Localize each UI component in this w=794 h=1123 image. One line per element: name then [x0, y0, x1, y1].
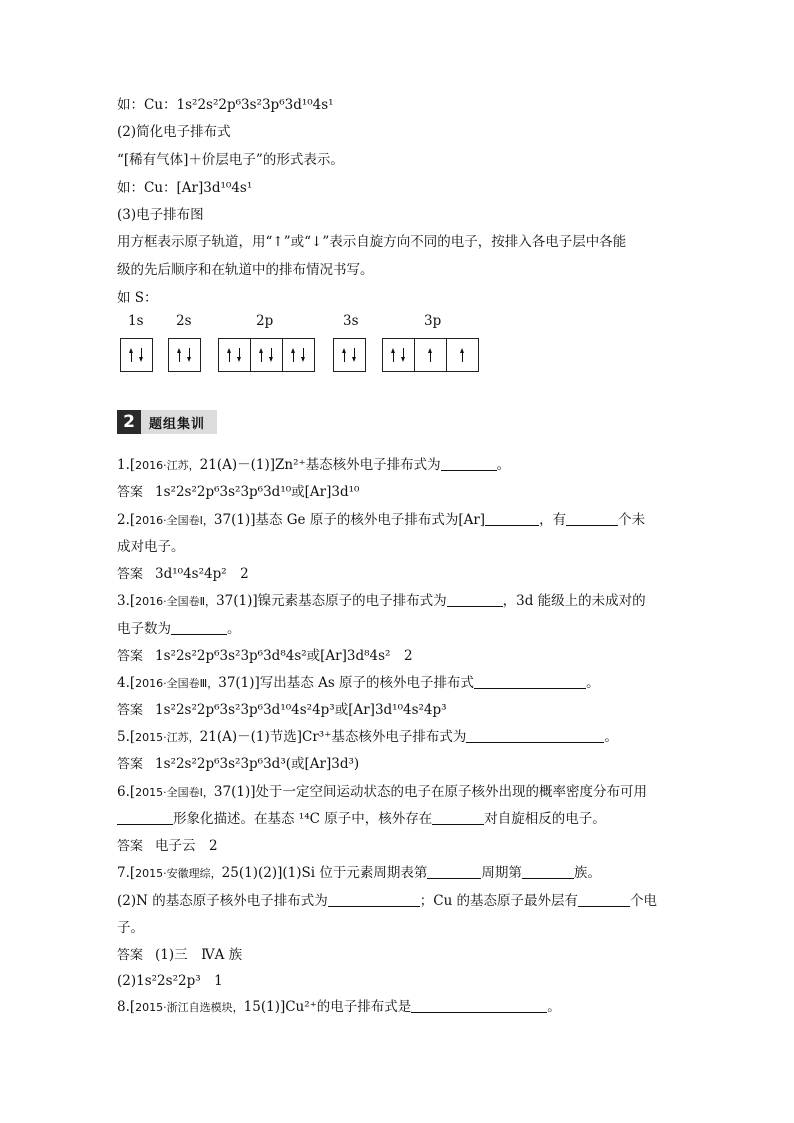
orbital-cell	[283, 339, 314, 371]
answer-blank[interactable]	[466, 730, 604, 743]
question-text: 25(1)(2)](1)Si 位于元素周期表第	[221, 865, 428, 881]
orbital-cell	[447, 339, 478, 371]
orbital-cell	[121, 339, 152, 371]
section-number: 2	[117, 410, 141, 434]
orbital-label-2s: 2s	[176, 313, 192, 329]
spin-up-arrow-icon	[177, 348, 183, 362]
question-3	[117, 592, 646, 611]
simplified-config-rule: “[稀有气体]＋价层电子”的形式表示。	[117, 152, 344, 168]
section-header	[117, 410, 217, 434]
question-8	[117, 998, 561, 1017]
question-text: 37(1)]处于一定空间运动状态的电子在原子核外出现的概率密度分布可用	[213, 784, 647, 800]
question-7-line-2	[117, 892, 657, 910]
question-punct: 。	[496, 457, 511, 473]
orbital-cell	[334, 339, 365, 371]
example-s-label: 如 S：	[117, 290, 158, 306]
question-4	[117, 674, 600, 693]
question-text: 21(A)－(1)]Zn²⁺基态核外电子排布式为	[199, 457, 441, 473]
orbital-cell	[383, 339, 415, 371]
spin-up-arrow-icon	[291, 348, 297, 362]
question-punct: 。	[547, 999, 561, 1015]
question-punct: 族。	[573, 865, 601, 881]
example-prefix: 如：Cu：	[117, 97, 177, 113]
example-cu-full	[117, 96, 334, 114]
question-3-line-2	[117, 620, 241, 638]
question-text: 个电	[630, 893, 658, 909]
spin-up-arrow-icon	[391, 348, 397, 362]
question-text: 37(1)]镍元素基态原子的电子排布式为	[216, 593, 447, 609]
spin-up-arrow-icon	[460, 348, 466, 362]
answer-label: 答案	[117, 649, 144, 664]
cu-config-full: 1s²2s²2p⁶3s²3p⁶3d¹⁰4s¹	[176, 97, 334, 113]
answer-label: 答案	[117, 839, 144, 854]
answer-6	[117, 837, 218, 856]
answer-text: 1s²2s²2p⁶3s²3p⁶3d⁸4s²或[Ar]3d⁸4s² 2	[155, 648, 413, 664]
question-text: 21(A)－(1)节选]Cr³⁺基态核外电子排布式为	[199, 729, 467, 745]
answer-text: 3d¹⁰4s²4p² 2	[155, 566, 249, 582]
answer-blank[interactable]	[485, 513, 539, 526]
answer-blank[interactable]	[474, 676, 586, 689]
question-source: 2015·浙江自选模块，	[135, 1001, 244, 1014]
question-6-line-2	[117, 810, 606, 828]
answer-2	[117, 565, 249, 584]
question-text: 电子数为	[117, 621, 171, 637]
question-source: 2016·全国卷Ⅲ，	[135, 677, 219, 690]
answer-1	[117, 483, 359, 502]
answer-7-part-2: (2)1s²2s²2p³ 1	[117, 973, 223, 989]
example-prefix: 如：Cu：	[117, 180, 177, 196]
orbital-box-1s	[120, 338, 153, 372]
question-text: 周期第	[481, 865, 522, 881]
answer-text: 1s²2s²2p⁶3s²3p⁶3d¹⁰4s²4p³或[Ar]3d¹⁰4s²4p³	[155, 702, 447, 718]
orbital-diagram-rule-1: 用方框表示原子轨道，用“↑”或“↓”表示自旋方向不同的电子，按排入各电子层中各能	[117, 234, 627, 250]
question-source: 2015·江苏，	[135, 731, 200, 744]
answer-text: 电子云 2	[155, 838, 218, 854]
answer-label: 答案	[117, 757, 144, 772]
question-number: 7.[	[117, 865, 136, 881]
spin-down-arrow-icon	[301, 348, 307, 362]
question-text: ；Cu 的基态原子最外层有	[419, 893, 579, 909]
question-7-line-3: 子。	[117, 920, 144, 936]
spin-up-arrow-icon	[227, 348, 233, 362]
answer-blank[interactable]	[171, 622, 227, 635]
spin-down-arrow-icon	[237, 348, 243, 362]
orbital-label-3p: 3p	[424, 313, 442, 329]
answer-blank[interactable]	[566, 513, 618, 526]
spin-up-arrow-icon	[129, 348, 135, 362]
answer-label: 答案	[117, 567, 144, 582]
question-text: ，3d 能级上的未成对的	[502, 593, 646, 609]
orbital-box-3p	[382, 338, 479, 372]
answer-text: 1s²2s²2p⁶3s²3p⁶3d³(或[Ar]3d³)	[155, 756, 360, 772]
question-number: 5.[	[117, 729, 136, 745]
orbital-cell	[415, 339, 447, 371]
heading-simplified-config: (2)简化电子排布式	[117, 124, 231, 140]
question-text: 15(1)]Cu²⁺的电子排布式是	[243, 999, 412, 1015]
answer-blank[interactable]	[578, 894, 630, 907]
answer-label: 答案	[117, 948, 144, 963]
question-punct: 。	[604, 729, 618, 745]
spin-down-arrow-icon	[401, 348, 407, 362]
heading-orbital-diagram: (3)电子排布图	[117, 207, 204, 223]
spin-down-arrow-icon	[187, 348, 193, 362]
question-source: 2016·全国卷Ⅱ，	[135, 595, 217, 608]
answer-blank[interactable]	[328, 894, 420, 907]
answer-7	[117, 946, 242, 965]
question-punct: 。	[227, 621, 241, 637]
orbital-cell	[251, 339, 283, 371]
spin-down-arrow-icon	[352, 348, 358, 362]
answer-5	[117, 755, 359, 774]
question-number: 1.[	[117, 457, 136, 473]
orbital-box-2s	[168, 338, 201, 372]
question-number: 4.[	[117, 675, 136, 691]
question-text: 形象化描述。在基态 ¹⁴C 原子中，核外存在	[173, 811, 433, 827]
question-text: 个未	[618, 512, 646, 528]
cu-config-simplified: [Ar]3d¹⁰4s¹	[176, 180, 253, 196]
answer-blank[interactable]	[411, 1000, 547, 1013]
answer-3	[117, 647, 413, 666]
answer-blank[interactable]	[447, 594, 503, 607]
question-text: 37(1)]写出基态 As 原子的核外电子排布式	[218, 675, 475, 691]
question-text: 对自旋相反的电子。	[484, 811, 606, 827]
spin-down-arrow-icon	[269, 348, 275, 362]
orbital-box-2p	[218, 338, 315, 372]
question-number: 8.[	[117, 999, 136, 1015]
question-text: ，有	[539, 512, 567, 528]
spin-up-arrow-icon	[428, 348, 434, 362]
question-number: 3.[	[117, 593, 136, 609]
orbital-cell	[169, 339, 200, 371]
spin-up-arrow-icon	[342, 348, 348, 362]
question-source: 2015·安徽理综，	[135, 867, 222, 880]
orbital-diagram-rule-2: 级的先后顺序和在轨道中的排布情况书写。	[117, 262, 374, 278]
question-number: 6.[	[117, 784, 136, 800]
orbital-label-2p: 2p	[256, 313, 274, 329]
answer-label: 答案	[117, 703, 144, 718]
question-2-line-2: 成对电子。	[117, 539, 185, 555]
answer-text: (1)三 ⅣA 族	[155, 947, 243, 963]
question-source: 2015·全国卷Ⅰ，	[135, 786, 214, 799]
section-title: 题组集训	[149, 416, 206, 432]
question-5	[117, 728, 618, 747]
question-7	[117, 864, 601, 883]
question-source: 2016·全国卷Ⅰ，	[135, 514, 214, 527]
orbital-label-3s: 3s	[343, 313, 359, 329]
answer-label: 答案	[117, 485, 144, 500]
question-text: (2)N 的基态原子核外电子排布式为	[117, 893, 328, 909]
example-cu-simplified	[117, 179, 252, 197]
orbital-cell	[219, 339, 251, 371]
question-source: 2016·江苏，	[135, 459, 200, 472]
question-6	[117, 783, 647, 802]
orbital-box-3s	[333, 338, 366, 372]
answer-blank[interactable]	[427, 866, 481, 879]
spin-down-arrow-icon	[139, 348, 145, 362]
orbital-label-1s: 1s	[128, 313, 144, 329]
question-number: 2.[	[117, 512, 136, 528]
question-2	[117, 511, 645, 530]
answer-4	[117, 701, 447, 720]
answer-text: 1s²2s²2p⁶3s²3p⁶3d¹⁰或[Ar]3d¹⁰	[155, 484, 360, 500]
question-punct: 。	[586, 675, 600, 691]
question-1	[117, 456, 510, 475]
answer-blank[interactable]	[432, 812, 484, 825]
question-text: 37(1)]基态 Ge 原子的核外电子排布式为[Ar]	[213, 512, 486, 528]
answer-blank[interactable]	[117, 812, 173, 825]
spin-up-arrow-icon	[259, 348, 265, 362]
answer-blank[interactable]	[441, 458, 497, 471]
answer-blank[interactable]	[522, 866, 574, 879]
